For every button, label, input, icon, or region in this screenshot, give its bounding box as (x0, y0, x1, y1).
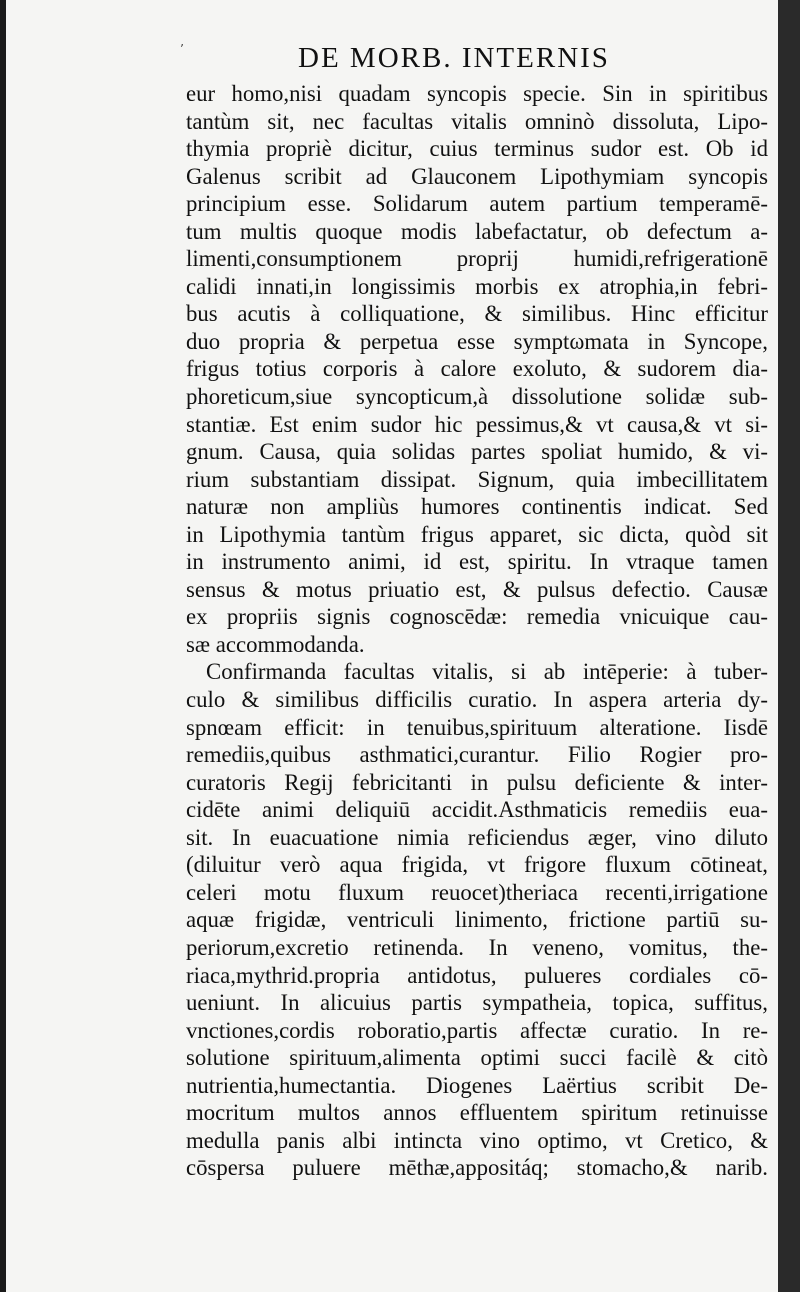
header-mark: ’ (180, 42, 184, 56)
text-line: rium substantiam dissipat. Signum, quia imbecillitatem (186, 466, 768, 492)
text-line: curatoris Regij febricitanti in pulsu deficiente & inter- (186, 769, 768, 795)
text-line: culo & similibus difficilis curatio. In aspera arteria dy- (186, 687, 768, 713)
text-line: naturæ non ampliùs humores continentis indicat. Sed (186, 494, 768, 520)
text-line: cidēte animi deliquiū accidit.Asthmaticis remediis eua- (186, 797, 768, 823)
text-line: bus acutis à colliquatione, & similibus. Hinc efficitur (186, 301, 768, 327)
text-line: cōspersa puluere mēthæ,appositáq; stomacho,& narib. (186, 1155, 768, 1181)
text-line: Galenus scribit ad Glauconem Lipothymiam syncopis (186, 163, 768, 189)
body-text (186, 80, 768, 1182)
text-line: principium esse. Solidarum autem partium temperamē- (186, 191, 768, 217)
text-line: thymia propriè dicitur, cuius terminus sudor est. Ob id (186, 136, 768, 162)
text-line: tantùm sit, nec facultas vitalis omninò dissoluta, Lipo- (186, 108, 768, 134)
running-title: DE MORB. INTERNIS (298, 42, 610, 74)
text-line: medulla panis albi intincta vino optimo, vt Cretico, & (186, 1127, 768, 1153)
text-line: stantiæ. Est enim sudor hic pessimus,& vt causa,& vt si- (186, 411, 768, 437)
text-line: phoreticum,siue syncopticum,à dissolutione solidæ sub- (186, 384, 768, 410)
text-line: gnum. Causa, quia solidas partes spoliat humido, & vi- (186, 439, 768, 465)
text-line: remediis,quibus asthmatici,curantur. Filio Rogier pro- (186, 742, 768, 768)
text-line: in instrumento animi, id est, spiritu. In vtraque tamen (186, 549, 768, 575)
text-line: ex propriis signis cognoscēdæ: remedia vnicuique cau- (186, 604, 768, 630)
text-line: duo propria & perpetua esse symptωmata in Syncope, (186, 328, 768, 354)
text-line: limenti,consumptionem proprij humidi,refrigerationē (186, 246, 768, 272)
paragraph-first-line: Confirmanda facultas vitalis, si ab intēperie: à tuber- (206, 659, 768, 685)
text-line: sensus & motus priuatio est, & pulsus defectio. Causæ (186, 576, 768, 602)
text-line: riaca,mythrid.propria antidotus, pulueres cordiales cō- (186, 962, 768, 988)
text-line: eur homo,nisi quadam syncopis specie. Sin in spiritibus (186, 81, 768, 106)
page-right-edge-shadow (778, 0, 800, 1292)
text-line: spnœam efficit: in tenuibus,spirituum alteratione. Iisdē (186, 714, 768, 740)
paragraph-last-line: sæ accommodanda. (186, 631, 365, 657)
text-line: calidi innati,in longissimis morbis ex atrophia,in febri- (186, 273, 768, 299)
text-line: vnctiones,cordis roboratio,partis affectæ curatio. In re- (186, 1017, 768, 1043)
running-header (180, 42, 680, 82)
text-line: (diluitur verò aqua frigida, vt frigore fluxum cōtineat, (186, 852, 768, 878)
text-line: solutione spirituum,alimenta optimi succi facilè & citò (186, 1045, 768, 1071)
text-line: aquæ frigidæ, ventriculi linimento, frictione partiū su- (186, 907, 768, 933)
text-line: nutrientia,humectantia. Diogenes Laërtius scribit De- (186, 1072, 768, 1098)
text-line: sit. In euacuatione nimia reficiendus æger, vino diluto (186, 824, 768, 850)
text-line: tum multis quoque modis labefactatur, ob defectum a- (186, 218, 768, 244)
text-line: mocritum multos annos effluentem spiritum retinuisse (186, 1100, 768, 1126)
text-line: periorum,excretio retinenda. In veneno, vomitus, the- (186, 934, 768, 960)
text-line: frigus totius corporis à calore exoluto, & sudorem dia- (186, 356, 768, 382)
text-line: celeri motu fluxum reuocet)theriaca recenti,irrigatione (186, 879, 768, 905)
text-line: in Lipothymia tantùm frigus apparet, sic dicta, quòd sit (186, 521, 768, 547)
page-left-edge-shadow (0, 0, 6, 1292)
text-line: ueniunt. In alicuius partis sympatheia, topica, suffitus, (186, 990, 768, 1016)
